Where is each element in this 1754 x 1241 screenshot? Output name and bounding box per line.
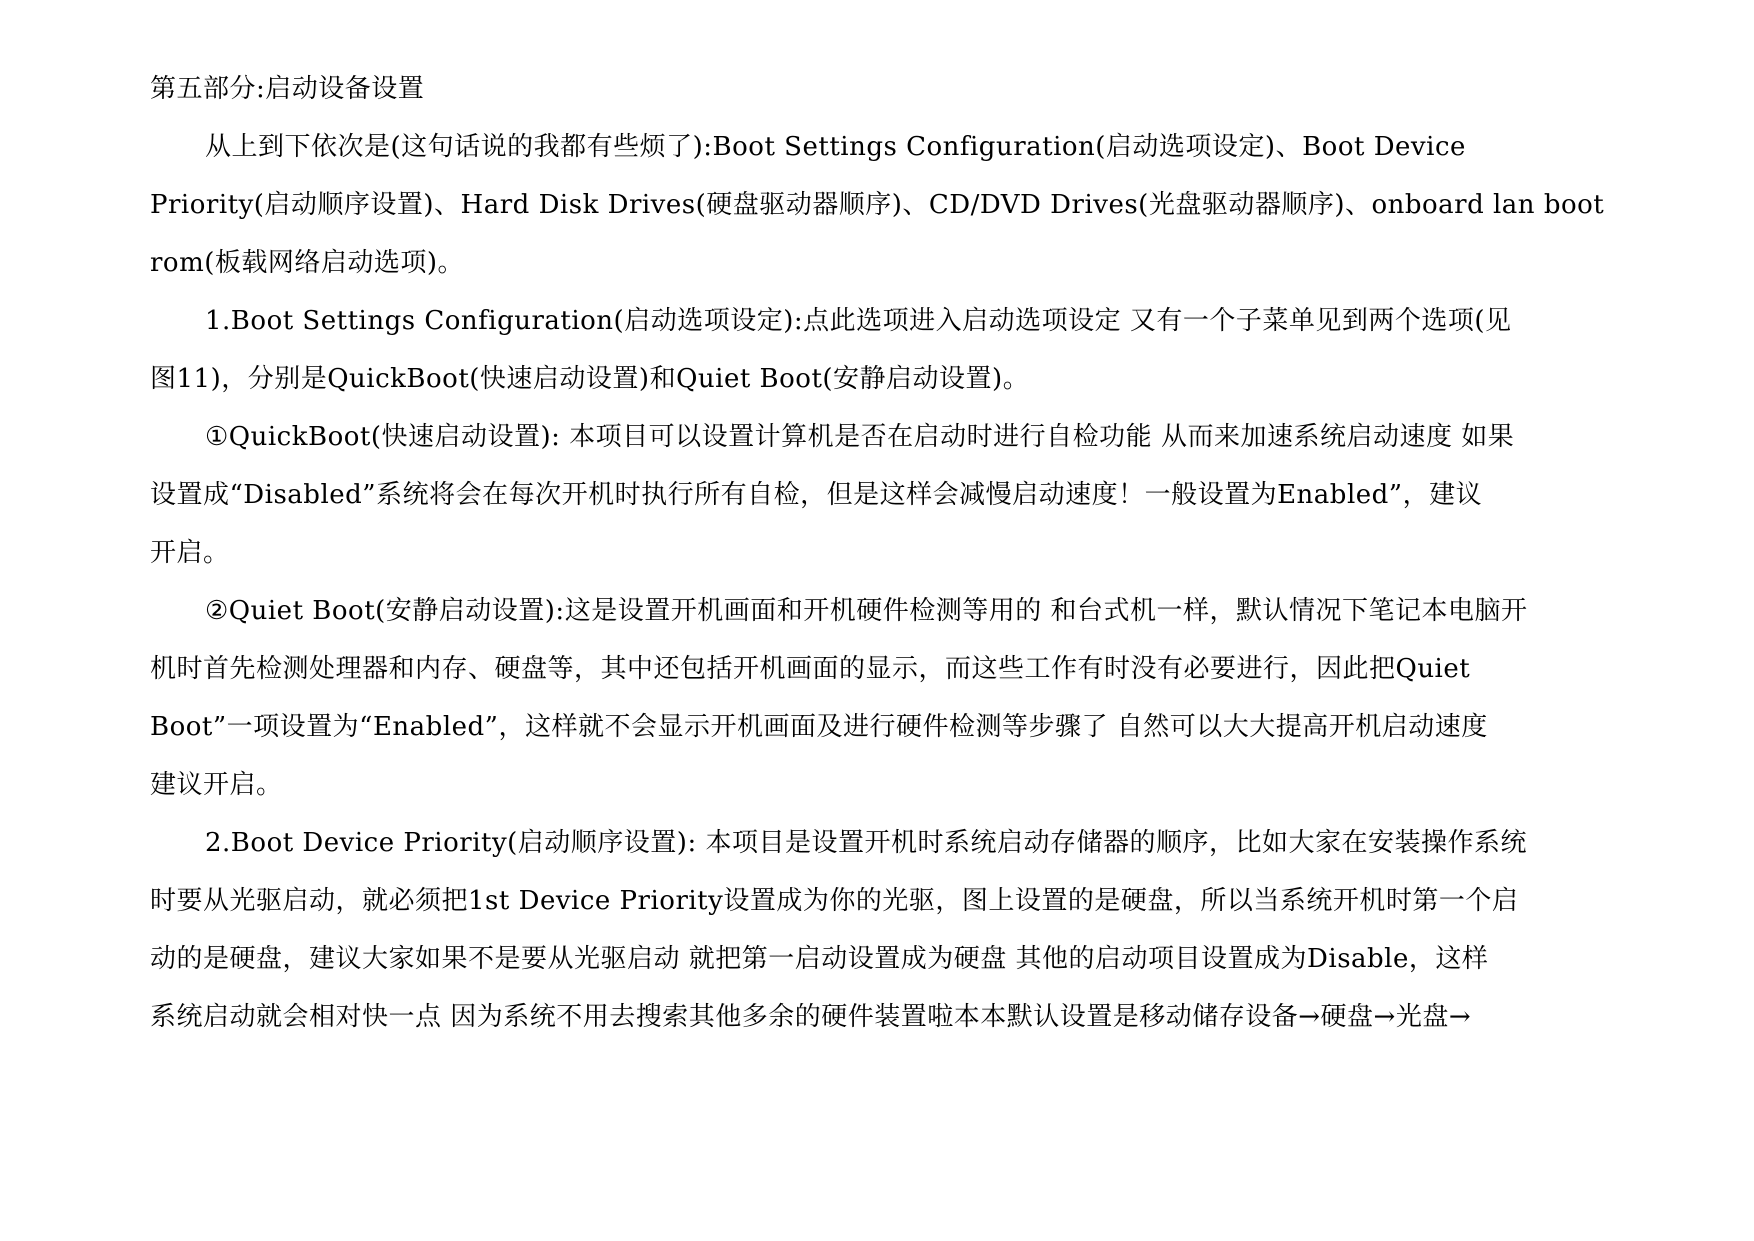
paragraph-4-line-2: 机时首先检测处理器和内存、硬盘等，其中还包括开机画面的显示，而这些工作有时没有必要进行，因此把Quiet xyxy=(150,654,1471,684)
paragraph-5-line-4: 系统启动就会相对快一点 因为系统不用去搜索其他多余的硬件装置啦本本默认设置是移动储存设备→硬盘→光盘→ xyxy=(150,1002,1472,1032)
paragraph-4-line-3: Boot”一项设置为“Enabled”，这样就不会显示开机画面及进行硬件检测等步骤了 自然可以大大提高开机启动速度 xyxy=(150,712,1488,742)
paragraph-1-line-1: 从上到下依次是(这句话说的我都有些烦了):Boot Settings Configuration(启动选项设定)、Boot Device xyxy=(205,132,1466,162)
paragraph-1-line-3: rom(板载网络启动选项)。 xyxy=(150,248,465,278)
paragraph-2-line-2: 图11)，分别是QuickBoot(快速启动设置)和Quiet Boot(安静启动设置)。 xyxy=(150,364,1030,394)
paragraph-1-line-2: Priority(启动顺序设置)、Hard Disk Drives(硬盘驱动器顺序)、CD/DVD Drives(光盘驱动器顺序)、onboard lan boot xyxy=(150,190,1605,220)
paragraph-4-line-1: ②Quiet Boot(安静启动设置):这是设置开机画面和开机硬件检测等用的 和台式机一样，默认情况下笔记本电脑开 xyxy=(205,596,1528,626)
paragraph-3-line-2: 设置成“Disabled”系统将会在每次开机时执行所有自检，但是这样会减慢启动速度！一般设置为Enabled”，建议 xyxy=(150,480,1483,510)
paragraph-2-line-1: 1.Boot Settings Configuration(启动选项设定):点此选项进入启动选项设定 又有一个子菜单见到两个选项(见 xyxy=(205,306,1512,336)
paragraph-5-line-2: 时要从光驱启动，就必须把1st Device Priority设置成为你的光驱，图上设置的是硬盘，所以当系统开机时第一个启 xyxy=(150,886,1519,916)
paragraph-3-line-1: ①QuickBoot(快速启动设置): 本项目可以设置计算机是否在启动时进行自检功能 从而来加速系统启动速度 如果 xyxy=(205,422,1515,452)
section-heading: 第五部分:启动设备设置 xyxy=(150,74,425,104)
paragraph-5-line-1: 2.Boot Device Priority(启动顺序设置): 本项目是设置开机时系统启动存储器的顺序，比如大家在安装操作系统 xyxy=(205,828,1527,858)
paragraph-4-line-4: 建议开启。 xyxy=(150,770,283,800)
paragraph-5-line-3: 动的是硬盘，建议大家如果不是要从光驱启动 就把第一启动设置成为硬盘 其他的启动项目设置成为Disable，这样 xyxy=(150,944,1489,974)
paragraph-3-line-3: 开启。 xyxy=(150,538,230,568)
